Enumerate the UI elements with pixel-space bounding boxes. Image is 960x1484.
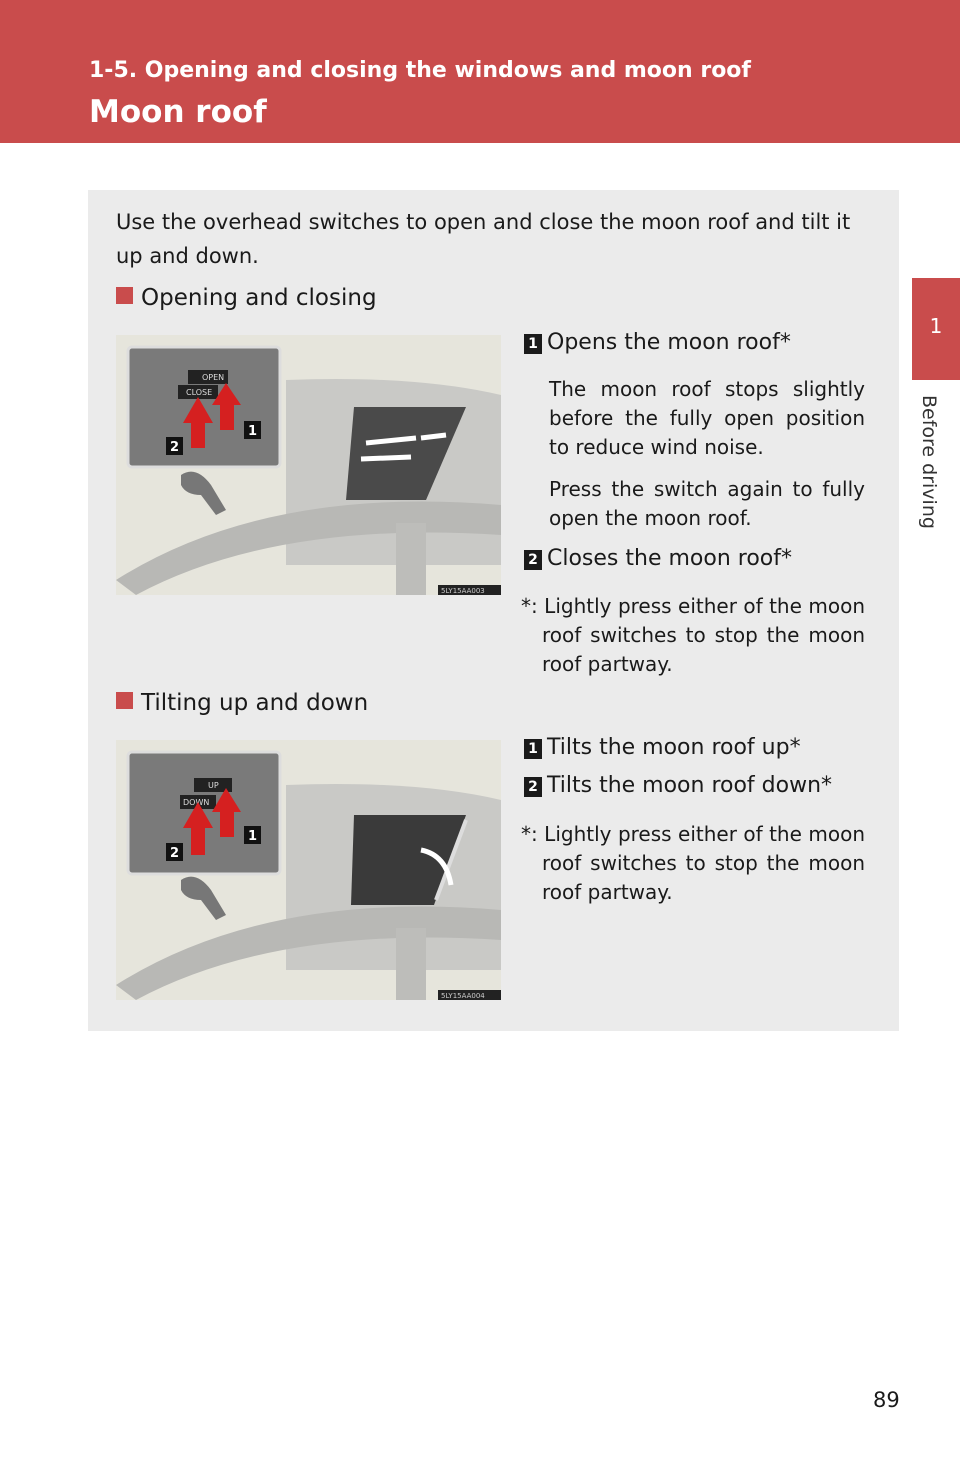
svg-text:1: 1 <box>248 829 258 844</box>
page-title: Moon roof <box>89 94 267 130</box>
heading-tilting: Tilting up and down <box>116 690 368 716</box>
opening-item-2: 2 Closes the moon roof* <box>524 546 792 571</box>
square-bullet-icon <box>116 692 133 709</box>
svg-text:1: 1 <box>248 424 258 439</box>
down-label: DOWN <box>183 798 210 807</box>
tilting-item-2: 2 Tilts the moon roof down* <box>524 773 832 798</box>
up-label: UP <box>208 781 219 790</box>
figure-tilting <box>116 740 501 1000</box>
page-number: 89 <box>873 1388 900 1412</box>
svg-text:2: 2 <box>170 846 180 861</box>
opening-item-1: 1 Opens the moon roof* <box>524 330 791 355</box>
figure-code: 5LY15AA004 <box>441 992 485 1000</box>
tilting-item-1: 1 Tilts the moon roof up* <box>524 735 801 760</box>
heading-opening: Opening and closing <box>116 285 377 311</box>
opening-note: *: Lightly press either of the moon roof switches to stop the moon roof partway. <box>521 594 865 676</box>
opening-para-1: The moon roof stops slightly before the fully open position to reduce wind noise. <box>549 377 865 459</box>
figure-opening <box>116 335 501 595</box>
square-bullet-icon <box>116 287 133 304</box>
open-label: OPEN <box>202 373 225 382</box>
section-title: 1-5. Opening and closing the windows and moon roof <box>89 58 751 83</box>
opening-para-2: Press the switch again to fully open the moon roof. <box>549 477 865 530</box>
close-label: CLOSE <box>186 388 213 397</box>
tilting-note: *: Lightly press either of the moon roof switches to stop the moon roof partway. <box>521 822 865 904</box>
page-header <box>0 0 960 143</box>
chapter-tab[interactable]: 1 <box>912 278 960 380</box>
intro-text: Use the overhead switches to open and close the moon roof and tilt it up and down. <box>116 210 851 268</box>
figure-code: 5LY15AA003 <box>441 587 485 595</box>
svg-text:2: 2 <box>170 440 180 455</box>
chapter-label: Before driving <box>918 395 940 529</box>
